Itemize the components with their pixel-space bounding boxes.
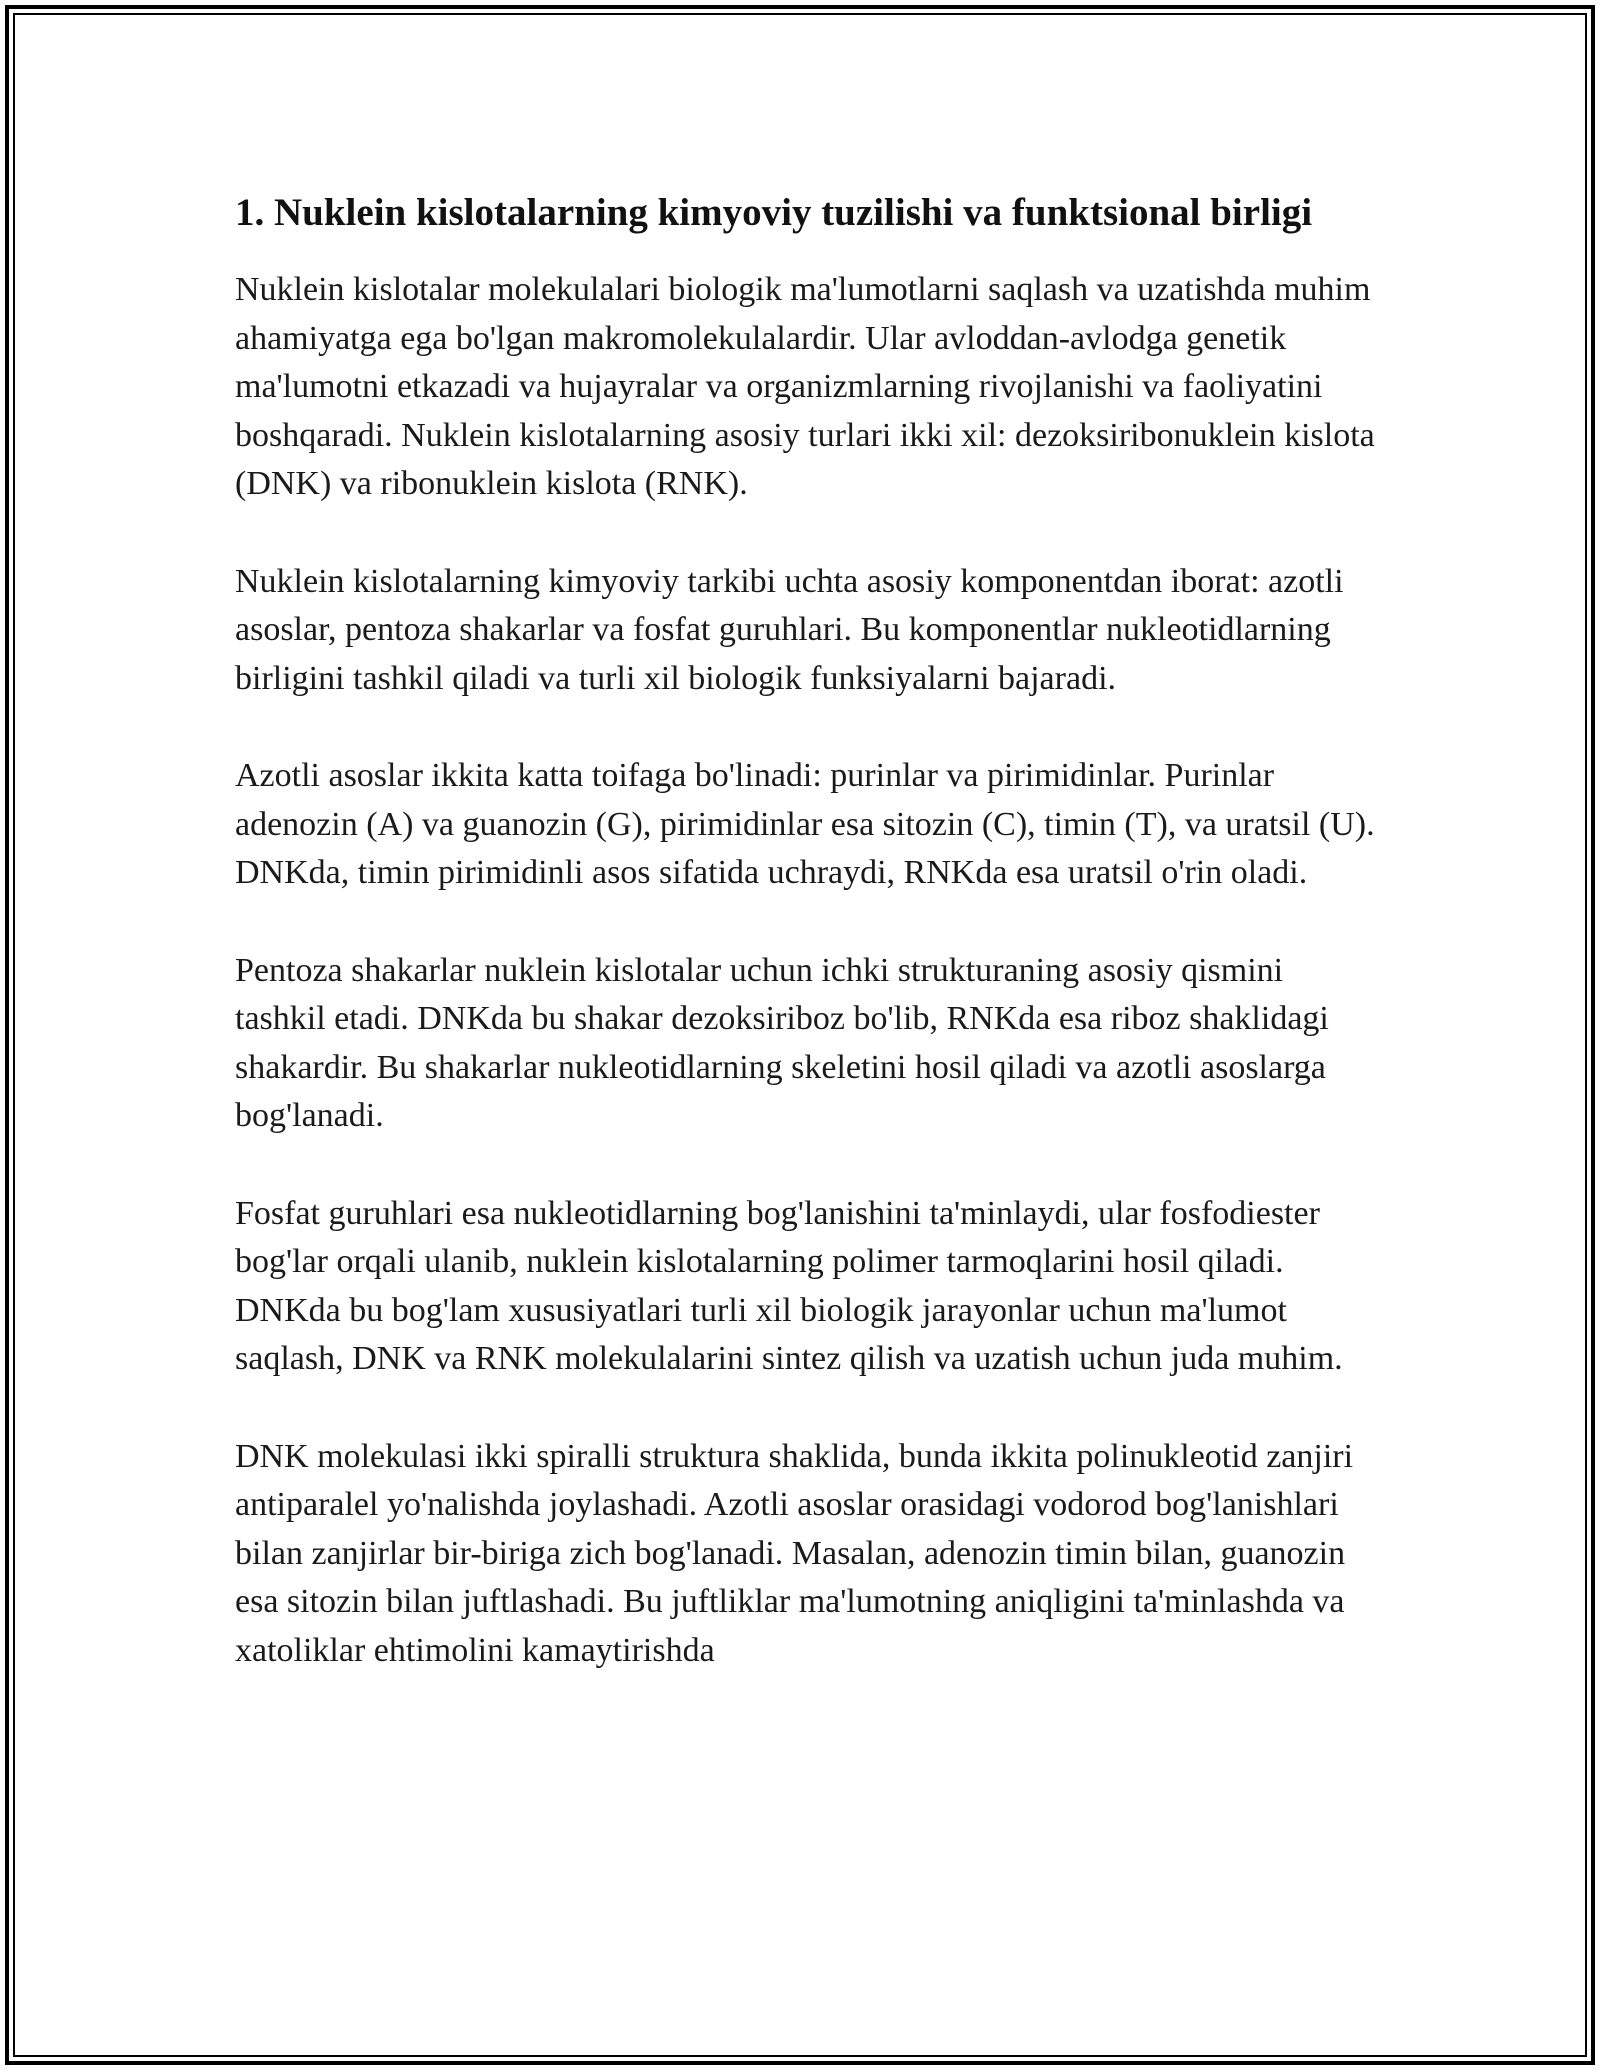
- paragraph-pentose-sugars: Pentoza shakarlar nuklein kislotalar uchun ichki strukturaning asosiy qismini tashkil etadi. DNKda bu shakar dezoksiriboz bo'lib, RNKda esa riboz shaklidagi shakardir. Bu shakarlar nukleotidlarning skeletini hosil qiladi va azotli asoslarga bog'lanadi.: [235, 951, 1329, 1134]
- paragraph-phosphate-groups: Fosfat guruhlari esa nukleotidlarning bog'lanishini ta'minlaydi, ular fosfodiester bog'lar orqali ulanib, nuklein kislotalarning polimer tarmoqlarini hosil qiladi. DNKda bu bog'lam xususiyatlari turli xil biologik jarayonlar uchun ma'lumot saqlash, DNK va RNK molekulalarini sintez qilish va uzatish uchun juda muhim.: [235, 1194, 1343, 1377]
- section-heading: 1. Nuklein kislotalarning kimyoviy tuzilishi va funktsional birligi: [235, 191, 1313, 234]
- paragraph-dna-double-helix: DNK molekulasi ikki spiralli struktura shaklida, bunda ikkita polinukleotid zanjiri antiparalel yo'nalishda joylashadi. Azotli asoslar orasidagi vodorod bog'lanishlari bilan zanjirlar bir-biriga zich bog'lanadi. Masalan, adenozin timin bilan, guanozin esa sitozin bilan juftlashadi. Bu juftliklar ma'lumotning aniqligini ta'minlashda va xatoliklar ehtimolini kamaytirishda: [235, 1437, 1354, 1669]
- paragraph-chemical-composition: Nuklein kislotalarning kimyoviy tarkibi uchta asosiy komponentdan iborat: azotli asoslar, pentoza shakarlar va fosfat guruhlari. Bu komponentlar nukleotidlarning birligini tashkil qiladi va turli xil biologik funksiyalarni bajaradi.: [235, 562, 1344, 697]
- paragraph-intro: Nuklein kislotalar molekulalari biologik ma'lumotlarni saqlash va uzatishda muhim ahamiyatga ega bo'lgan makromolekulalardir. Ular avloddan-avlodga genetik ma'lumotni etkazadi va hujayralar va organizmlarning rivojlanishi va faoliyatini boshqaradi. Nuklein kislotalarning asosiy turlari ikki xil: dezoksiribonuklein kislota (DNK) va ribonuklein kislota (RNK).: [235, 271, 1375, 502]
- document-body: [235, 186, 1380, 1724]
- paragraph-nitrogenous-bases: Azotli asoslar ikkita katta toifaga bo'linadi: purinlar va pirimidinlar. Purinlar adenozin (A) va guanozin (G), pirimidinlar esa sitozin (C), timin (T), va uratsil (U). DNKda, timin pirimidinli asos sifatida uchraydi, RNKda esa uratsil o'rin oladi.: [235, 757, 1375, 891]
